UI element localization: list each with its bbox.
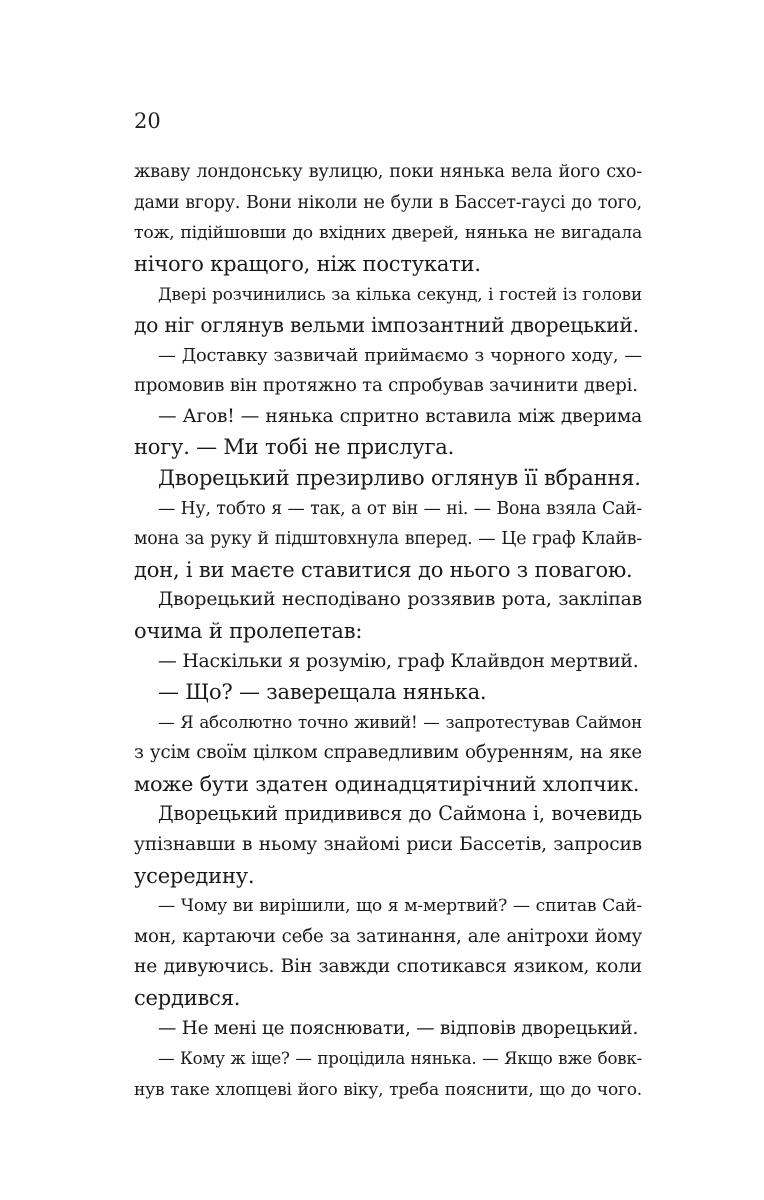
text-line: очима й пролепетав: [134, 618, 363, 643]
text-line: нув таке хлопцеві його віку, треба пояснити, що до чого. [134, 1079, 642, 1100]
text-line: Двері розчинились за кілька секунд, і гостей із голови [158, 284, 642, 305]
text-line: ногу. — Ми тобі не прислуга. [134, 435, 455, 460]
text-line: — Агов! — нянька спритно вставила між дверима [158, 405, 642, 427]
text-line: — Чому ви вирішили, що я м-мертвий? — спитав Сай- [158, 896, 642, 917]
text-line: до ніг оглянув вельми імпозантний дворецький. [134, 312, 639, 337]
text-line: — Не мені це пояснювати, — відповів дворецький. [158, 1017, 639, 1039]
body-text [134, 157, 642, 1105]
text-line: — Наскільки я розумію, граф Клайвдон мертвий. [158, 650, 639, 672]
text-line: може бути здатен одинадцятирічний хлопчик. [134, 771, 640, 796]
text-line: — Ну, тобто я — так, а от він — ні. — Вона взяла Сай- [158, 498, 642, 519]
text-line: дон, і ви маєте ставитися до нього з повагою. [134, 557, 633, 582]
text-line: усередину. [134, 863, 255, 888]
text-line: з усім своїм цілком справедливим обуренням, на яке [134, 742, 642, 764]
text-line: Дворецький придивився до Саймона і, вочевидь [158, 802, 642, 826]
text-line: — Що? — заверещала нянька. [158, 680, 487, 705]
text-line: Дворецький презирливо оглянув її вбрання. [158, 465, 641, 490]
text-line: жваву лондонську вулицю, поки нянька вела його схо- [134, 162, 642, 182]
text-line: нічого кращого, ніж постукати. [134, 251, 481, 276]
text-line: сердився. [134, 986, 241, 1011]
text-line: Дворецький несподівано роззявив рота, закліпав [158, 589, 642, 611]
text-line: дами вгору. Вони ніколи не були в Бассет-гаусі до того, [134, 192, 642, 213]
page-number: 20 [134, 109, 161, 133]
text-line: — Доставку зазвичай приймаємо з чорного ходу, — [158, 344, 642, 366]
text-line: промовив він протяжно та спробував зачинити двері. [134, 375, 638, 397]
text-line: мона за руку й підштовхнула вперед. — Це граф Клайв- [134, 529, 642, 550]
text-line: — Я абсолютно точно живий! — запротестував Саймон [158, 712, 642, 732]
text-line: мон, картаючи себе за затинання, але анітрохи йому [134, 925, 642, 947]
text-line: тож, підійшовши до вхідних дверей, нянька не вигадала [134, 223, 642, 244]
text-line: упізнавши в ньому знайомі риси Бассетів, запросив [134, 834, 642, 856]
text-line: — Кому ж іще? — процідила нянька. — Якщо вже бовк- [158, 1049, 642, 1069]
text-line: не дивуючись. Він завжди спотикався язиком, коли [134, 956, 642, 978]
